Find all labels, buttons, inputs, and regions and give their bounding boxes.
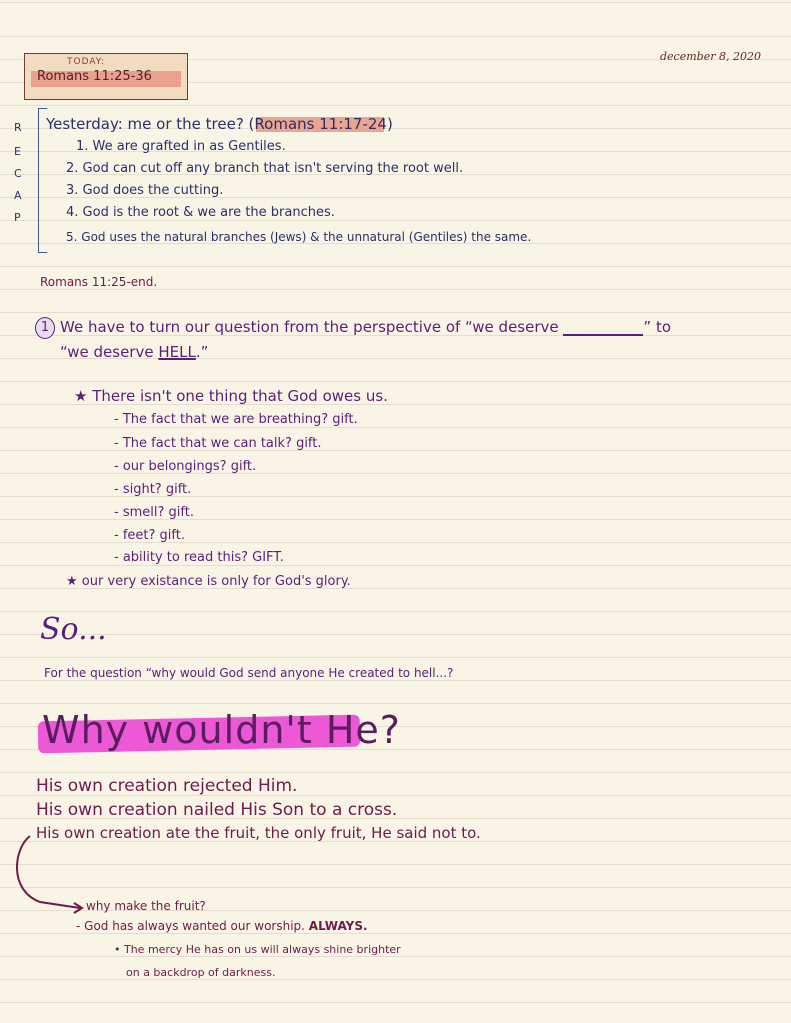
point1-line1-end: ” to [643, 318, 672, 336]
mercy-line-2: on a backdrop of darkness. [126, 966, 276, 979]
question-line: For the question “why would God send anyone He created to hell...? [44, 666, 454, 680]
recap-item-1: 1. We are grafted in as Gentiles. [76, 139, 286, 154]
point1-line2-end: .” [195, 343, 209, 361]
star-line-2-text: our very existance is only for God's glory. [81, 574, 351, 589]
hell-word: HELL [158, 343, 196, 361]
gift-item: - smell? gift. [114, 505, 194, 520]
creation-line: His own creation ate the fruit, the only fruit, He said not to. [36, 824, 481, 842]
recap-letter-e: E [14, 145, 21, 158]
recap-letter-p: P [14, 211, 21, 224]
today-reference: Romans 11:25-36 [37, 69, 152, 84]
recap-item-3: 3. God does the cutting. [66, 183, 224, 198]
recap-letter-r: R [14, 121, 22, 134]
gift-item: - The fact that we are breathing? gift. [114, 412, 358, 427]
big-question: Why wouldn't He? [42, 708, 401, 752]
section-reference: Romans 11:25-end. [40, 275, 158, 289]
fruit-answer-text: - God has always wanted our worship. [76, 919, 305, 933]
gift-item: - feet? gift. [114, 528, 185, 543]
recap-title-suffix: ) [386, 115, 393, 133]
so-text: So... [40, 612, 107, 647]
recap-letter-c: C [14, 167, 22, 180]
creation-line: His own creation rejected Him. [36, 776, 298, 796]
recap-title-ref: Romans 11:17-24 [254, 115, 387, 133]
recap-item-4: 4. God is the root & we are the branches. [66, 205, 335, 220]
fruit-answer [76, 919, 368, 933]
point1-line1-start: We have to turn our question from the perspective of “we deserve [60, 318, 559, 336]
gift-item: - our belongings? gift. [114, 459, 257, 474]
recap-letter-a: A [14, 189, 22, 202]
recap-title-prefix: Yesterday: me or the tree? ( [46, 115, 255, 133]
page-date: december 8, 2020 [660, 50, 761, 63]
mercy-line-1: • The mercy He has on us will always shine brighter [114, 943, 401, 956]
gift-item: - ability to read this? GIFT. [114, 550, 284, 565]
recap-item-5: 5. God uses the natural branches (Jews) & the unnatural (Gentiles) the same. [66, 230, 532, 244]
star-icon: ★ [74, 387, 88, 405]
star-icon: ★ [66, 574, 78, 589]
point-number: 1 [35, 317, 55, 339]
point1-line2-start: “we deserve [60, 343, 154, 361]
gift-item: - The fact that we can talk? gift. [114, 436, 322, 451]
creation-line: His own creation nailed His Son to a cross. [36, 800, 398, 820]
star-line-text: There isn't one thing that God owes us. [92, 387, 388, 405]
today-label: TODAY: [67, 57, 106, 67]
always-word: ALWAYS. [308, 919, 368, 933]
recap-item-2: 2. God can cut off any branch that isn't serving the root well. [66, 161, 464, 176]
fruit-question: why make the fruit? [86, 899, 206, 913]
gift-item: - sight? gift. [114, 482, 192, 497]
